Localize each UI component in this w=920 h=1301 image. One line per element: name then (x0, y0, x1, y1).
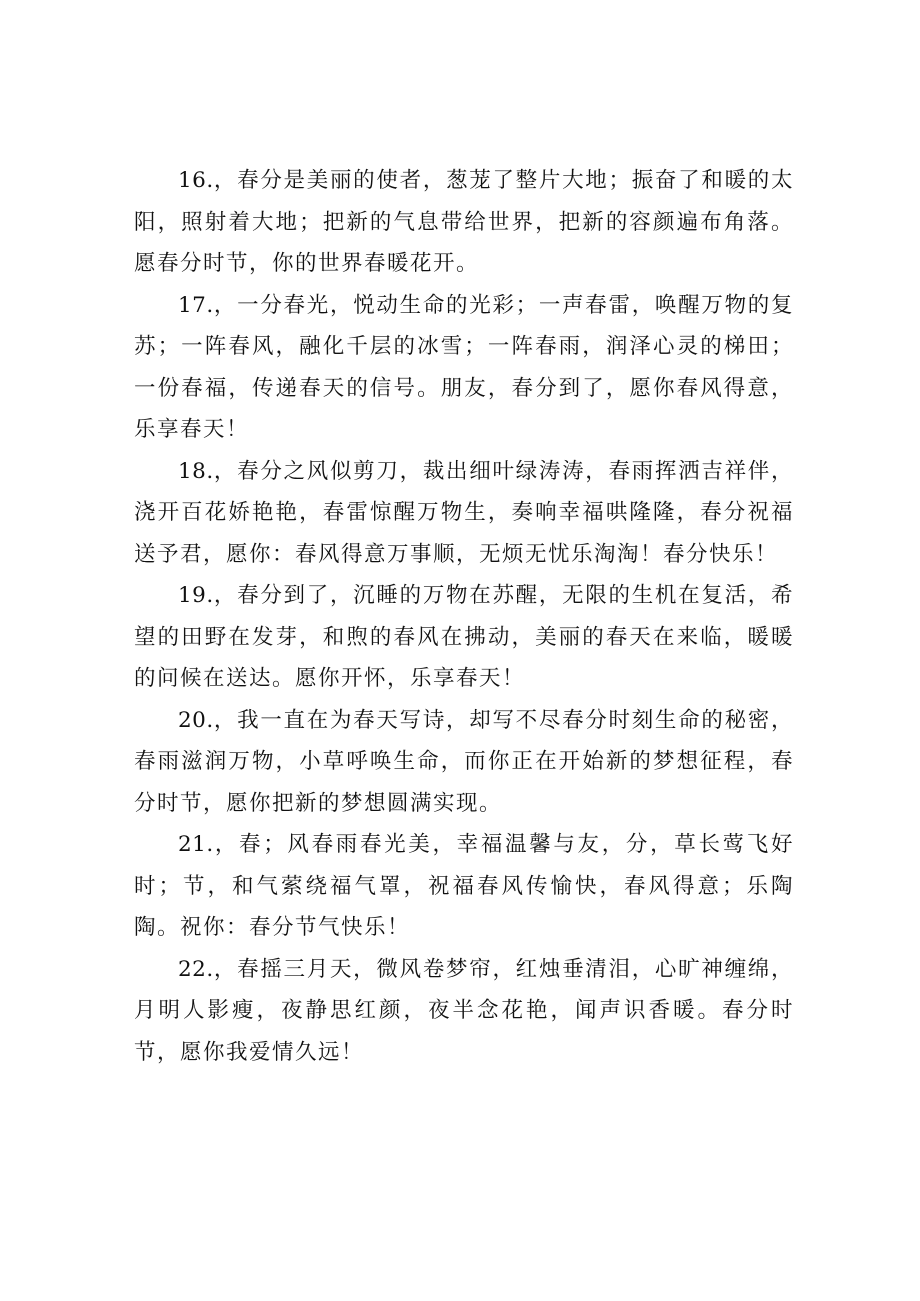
paragraph-16 (134, 160, 794, 285)
paragraph-18 (134, 451, 794, 576)
paragraph-text: ，春分之风似剪刀，裁出细叶绿涛涛，春雨挥洒吉祥伴，浇开百花娇艳艳，春雷惊醒万物生，奏响幸福哄隆隆，春分祝福送予君，愿你：春风得意万事顺，无烦无忧乐淘淘！春分快乐！ (134, 458, 794, 567)
paragraph-19 (134, 575, 794, 700)
paragraph-number: 19. (178, 583, 214, 608)
paragraph-number: 17. (178, 292, 214, 318)
paragraph-text: ，我一直在为春天写诗，却写不尽春分时刻生命的秘密，春雨滋润万物，小草呼唤生命，而你正在开始新的梦想征程，春分时节，愿你把新的梦想圆满实现。 (134, 707, 794, 816)
paragraph-text: ，一分春光，悦动生命的光彩；一声春雷，唤醒万物的复苏；一阵春风，融化千层的冰雪；一阵春雨，润泽心灵的梯田；一份春福，传递春天的信号。朋友，春分到了，愿你春风得意，乐享春天！ (134, 292, 794, 442)
paragraph-number: 20. (178, 707, 214, 733)
paragraph-number: 18. (178, 458, 214, 484)
paragraph-text: ，春分是美丽的使者，葱茏了整片大地；振奋了和暖的太阳，照射着大地；把新的气息带给世界，把新的容颜遍布角落。愿春分时节，你的世界春暖花开。 (134, 168, 794, 276)
paragraph-number: 21. (178, 832, 214, 857)
paragraph-text: ，春分到了，沉睡的万物在苏醒，无限的生机在复活，希望的田野在发芽，和煦的春风在拂动，美丽的春天在来临，暖暖的问候在送达。愿你开怀，乐享春天！ (134, 583, 794, 691)
paragraph-21 (134, 824, 794, 949)
paragraph-17 (134, 285, 794, 451)
paragraph-number: 22. (178, 956, 214, 982)
document-body (134, 160, 794, 1073)
paragraph-22 (134, 949, 794, 1074)
paragraph-text: ，春；风春雨春光美，幸福温馨与友，分，草长莺飞好时；节，和气萦绕福气罩，祝福春风传愉快，春风得意；乐陶陶。祝你：春分节气快乐！ (134, 832, 794, 940)
paragraph-20 (134, 700, 794, 825)
paragraph-text: ，春摇三月天，微风卷梦帘，红烛垂清泪，心旷神缠绵，月明人影瘦，夜静思红颜，夜半念花艳，闻声识香暖。春分时节，愿你我爱情久远！ (134, 956, 794, 1065)
paragraph-number: 16. (178, 168, 214, 193)
